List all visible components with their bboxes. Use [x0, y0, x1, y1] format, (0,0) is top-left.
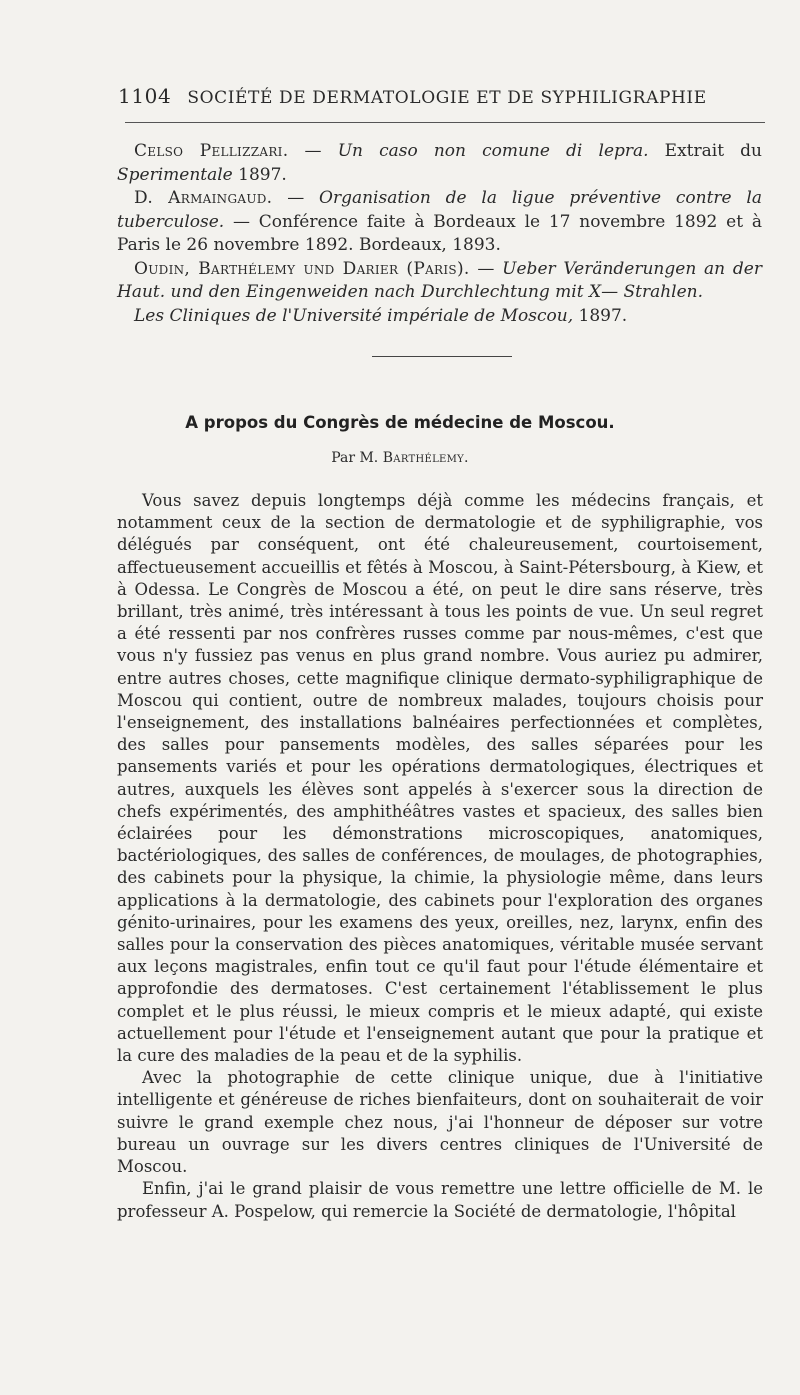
reference-author: D. Armaingaud.: [134, 188, 273, 208]
body-paragraph: Avec la photographie de cette clinique unique, due à l'initiative intelligente et généreuse de riches bienfaiteurs, dont on souhaiterait de voir suivre le grand exemple chez nous, j'ai l'honneur de déposer sur votre bureau un ouvrage sur les divers centres cliniques de l'Université de Moscou.: [117, 1068, 763, 1177]
running-header: [118, 84, 758, 108]
reference-rest: 1897.: [573, 305, 628, 326]
reference-item: [117, 305, 762, 329]
reference-rest: — Conférence faite à Bordeaux le 17 novembre 1892 et à Paris le 26 novembre 1892. Bordeaux, 1893.: [117, 211, 762, 255]
reference-title: Ueber Veränderungen an der Haut. und den Eingenweiden nach Durchlechtung mit X— Strahlen.: [117, 258, 762, 302]
article-byline: [0, 450, 800, 466]
reference-separator: —: [469, 258, 503, 279]
reference-list: [117, 140, 762, 328]
reference-title: Organisation de la ligue préventive contre la tuberculose.: [117, 188, 762, 232]
reference-title: Les Cliniques de l'Université impériale de Moscou,: [134, 305, 574, 326]
article-body: [117, 490, 763, 1223]
body-paragraph: Vous savez depuis longtemps déjà comme les médecins français, et notamment ceux de la section de dermatologie et de syphiligraphie, vos délégués par conséquent, ont été chaleureusement, courtoisement, affectueusement accueillis et fêtés à Moscou, à Saint-Pétersbourg, à Kiew, et à Odessa. Le Congrès de Moscou a été, on peut le dire sans réserve, très brillant, très animé, très intéressant à tous les points de vue. Un seul regret a été ressenti par nos confrères russes comme par nous-mêmes, c'est que vous n'y fussiez pas venus en plus grand nombre. Vous auriez pu admirer, entre autres choses, cette magnifique clinique dermato-syphiligraphique de Moscou qui contient, outre de nombreux malades, toujours choisis pour l'enseignement, des installations balnéaires perfectionnées et complètes, des salles pour pansements modèles, des salles séparées pour les pansements variés et pour les opérations dermatologiques, électriques et autres, auxquels les élèves sont appelés à s'exercer sous la direction de chefs expérimentés, des amphithéâtres vastes et spacieux, des salles bien éclairées pour les démonstrations microscopiques, anatomiques, bactériologiques, des salles de conférences, de moulages, de photographies, des cabinets pour la physique, la chimie, la physiologie même, dans leurs applications à la dermatologie, des cabinets pour l'exploration des organes génito-urinaires, pour les examens des yeux, oreilles, nez, larynx, enfin des salles pour la conservation des pièces anatomiques, véritable musée servant aux leçons magistrales, enfin tout ce qu'il faut pour l'étude élémentaire et approfondie des dermatoses. C'est certainement l'établissement le plus complet et le plus réussi, le mieux compris et le mieux adapté, qui existe actuellement pour l'étude et l'enseignement autant que pour la pratique et la cure des maladies de la peau et de la syphilis.: [117, 491, 763, 1066]
reference-item: [117, 140, 762, 187]
reference-journal: Sperimentale: [117, 164, 233, 185]
journal-title: SOCIÉTÉ DE DERMATOLOGIE ET DE SYPHILIGRAPHIE: [187, 88, 707, 108]
body-paragraph: Enfin, j'ai le grand plaisir de vous remettre une lettre officielle de M. le professeur A. Pospelow, qui remercie la Société de dermatologie, l'hôpital: [117, 1179, 763, 1221]
reference-rest: Extrait du: [648, 141, 762, 161]
article-title: A propos du Congrès de médecine de Moscou.: [185, 413, 615, 432]
reference-item: [117, 258, 762, 305]
reference-separator: —: [272, 188, 320, 208]
section-divider: [372, 356, 512, 357]
page-number: 1104: [118, 84, 172, 108]
byline-name: Barthélemy.: [382, 450, 469, 466]
reference-separator: —: [288, 141, 338, 161]
header-rule: [125, 122, 765, 123]
reference-author: Celso Pellizzari.: [134, 141, 289, 161]
reference-title: Un caso non comune di lepra.: [337, 141, 649, 161]
reference-author: Oudin, Barthélemy und Darier (Paris).: [134, 258, 470, 279]
reference-item: [117, 187, 762, 258]
byline-prefix: Par M.: [331, 450, 379, 466]
reference-year: 1897.: [232, 164, 287, 185]
